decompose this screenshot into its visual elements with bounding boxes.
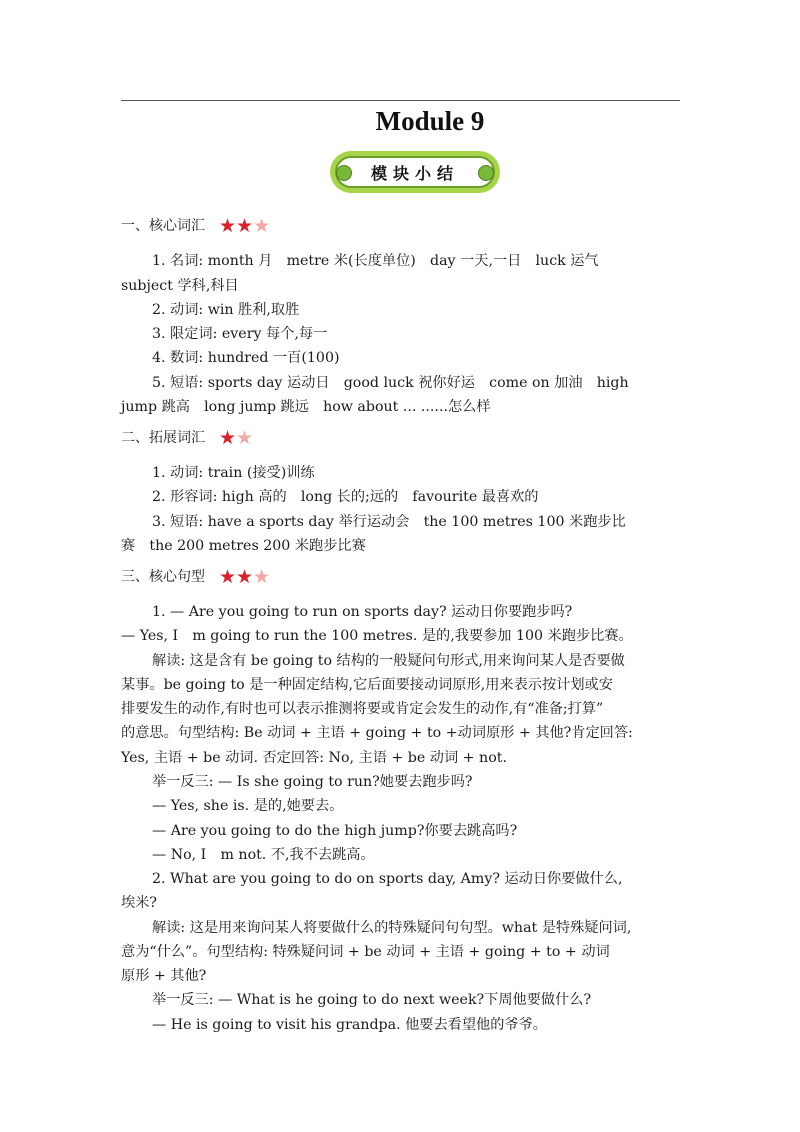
sentence-line-6: 的意思。句型结构: Be 动词 + 主语 + going + to +动词原形 + 其他?肯定回答:	[121, 725, 633, 741]
sentence-line-7: Yes, 主语 + be 动词. 否定回答: No, 主语 + be 动词 + not.	[121, 750, 507, 766]
rating-stars-icon: ★★	[219, 427, 254, 449]
section-title: 三、核心句型	[121, 569, 205, 585]
vocab-line-3: 2. 动词: win 胜利,取胜	[152, 302, 300, 318]
vocab-line-2: subject 学科,科目	[121, 278, 239, 294]
module-title: Module 9	[375, 106, 485, 136]
sentence-line-16: 原形 + 其他?	[121, 968, 207, 984]
vocab-line-1: 1. 名词: month 月 metre 米(长度单位) day 一天,一日 luck 运气	[152, 253, 599, 269]
section-title: 二、拓展词汇	[121, 430, 205, 446]
sentence-line-2: — Yes, I m going to run the 100 metres. 是的,我要参加 100 米跑步比赛。	[121, 628, 633, 644]
section-heading-core-sentences	[121, 567, 270, 589]
top-rule	[121, 100, 680, 101]
ext-vocab-line-4: 赛 the 200 metres 200 米跑步比赛	[121, 538, 366, 554]
ext-vocab-line-3: 3. 短语: have a sports day 举行运动会 the 100 metres 100 米跑步比	[152, 514, 626, 530]
sentence-line-15: 意为“什么”。句型结构: 特殊疑问词 + be 动词 + 主语 + going + to + 动词	[121, 944, 610, 960]
sentence-line-17: 举一反三: — What is he going to do next week?下周他要做什么?	[152, 992, 592, 1008]
sentence-line-12: 2. What are you going to do on sports day, Amy? 运动日你要做什么,	[152, 871, 623, 887]
section-heading-core-vocabulary	[121, 216, 270, 238]
sentence-line-1: 1. — Are you going to run on sports day? 运动日你要跑步吗?	[152, 604, 573, 620]
sentence-line-14: 解读: 这是用来询问某人将要做什么的特殊疑问句句型。what 是特殊疑问词,	[152, 920, 632, 936]
badge-dot-right-icon	[478, 165, 494, 181]
summary-badge-label: 模块小结	[370, 163, 459, 183]
summary-badge	[330, 151, 500, 193]
summary-badge-inner	[335, 156, 495, 188]
rating-stars-icon: ★★★	[219, 215, 271, 237]
section-heading-extended-vocabulary	[121, 428, 253, 450]
rating-stars-icon: ★★★	[219, 566, 271, 588]
section-title: 一、核心词汇	[121, 218, 205, 234]
sentence-line-8: 举一反三: — Is she going to run?她要去跑步吗?	[152, 774, 473, 790]
sentence-line-11: — No, I m not. 不,我不去跳高。	[152, 847, 375, 863]
badge-dot-left-icon	[336, 165, 352, 181]
vocab-line-4: 3. 限定词: every 每个,每一	[152, 326, 328, 342]
sentence-line-3: 解读: 这是含有 be going to 结构的一般疑问句形式,用来询问某人是否要做	[152, 653, 625, 669]
vocab-line-7: jump 跳高 long jump 跳远 how about ... ......怎么样	[121, 399, 491, 415]
sentence-line-5: 排要发生的动作,有时也可以表示推测将要或肯定会发生的动作,有“准备;打算”	[121, 701, 604, 717]
sentence-line-13: 埃米?	[121, 895, 157, 911]
sentence-line-18: — He is going to visit his grandpa. 他要去看望他的爷爷。	[152, 1017, 547, 1033]
vocab-line-5: 4. 数词: hundred 一百(100)	[152, 350, 340, 366]
sentence-line-10: — Are you going to do the high jump?你要去跳高吗?	[152, 823, 518, 839]
sentence-line-4: 某事。be going to 是一种固定结构,它后面要接动词原形,用来表示按计划或安	[121, 677, 613, 693]
ext-vocab-line-1: 1. 动词: train (接受)训练	[152, 465, 315, 481]
sentence-line-9: — Yes, she is. 是的,她要去。	[152, 798, 344, 814]
ext-vocab-line-2: 2. 形容词: high 高的 long 长的;远的 favourite 最喜欢的	[152, 489, 539, 505]
vocab-line-6: 5. 短语: sports day 运动日 good luck 祝你好运 come on 加油 high	[152, 375, 629, 391]
